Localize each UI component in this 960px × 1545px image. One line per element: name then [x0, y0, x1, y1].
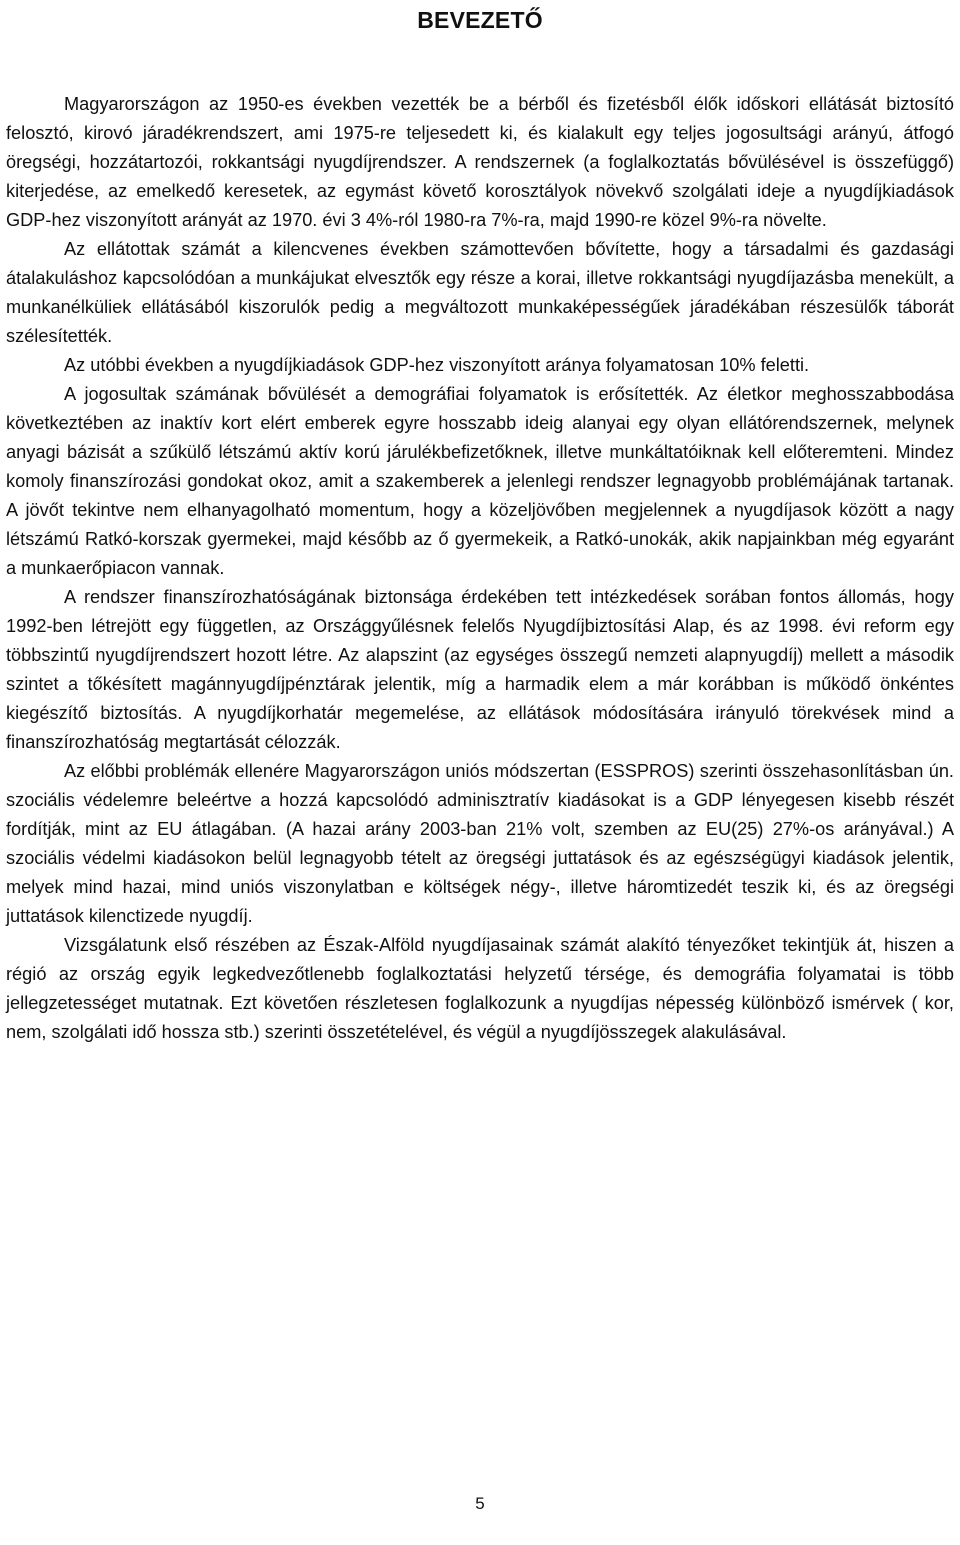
page-title: BEVEZETŐ: [417, 7, 543, 33]
paragraph-1: Magyarországon az 1950-es években vezették be a bérből és fizetésből élők időskori ellátását biztosító felosztó, kirovó járadékrendszert, ami 1975-re teljesedett ki, és kialakult egy teljes jogosultsági arányú, átfogó öregségi, hozzátartozói, rokkantsági nyugdíjrendszer. A rendszernek (a foglalkoztatás bővülésével is összefüggő) kiterjedése, az emelkedő keresetek, az egymást követő korosztályok növekvő szolgálati ideje a nyugdíjkiadások GDP-hez viszonyított arányát az 1970. évi 3 4%-ról 1980-ra 7%-ra, majd 1990-re közel 9%-ra növelte.: [6, 94, 954, 230]
document-page: [6, 0, 954, 1545]
paragraph-5: A rendszer finanszírozhatóságának biztonsága érdekében tett intézkedések sorában fontos állomás, hogy 1992-ben létrejött egy független, az Országgyűlésnek felelős Nyugdíjbiztosítási Alap, és az 1998. évi reform egy többszintű nyugdíjrendszert hozott létre. Az alapszint (az egységes összegű nemzeti alapnyugdíj) mellett a második szintet a tőkésített magánnyugdíjpénztárak jelentik, míg a harmadik elem a már korábban is működő önkéntes kiegészítő biztosítás. A nyugdíjkorhatár megemelése, az ellátások módosítására irányuló törekvések mind a finanszírozhatóság megtartását célozzák.: [6, 587, 954, 752]
paragraph-7: Vizsgálatunk első részében az Észak-Alföld nyugdíjasainak számát alakító tényezőket tekintjük át, hiszen a régió az ország egyik legkedvezőtlenebb foglalkoztatási helyzetű térsége, és demográfia folyamatai is több jellegzetességet mutatnak. Ezt követően részletesen foglalkozunk a nyugdíjas népesség különböző ismérvek ( kor, nem, szolgálati idő hossza stb.) szerinti összetételével, és végül a nyugdíjösszegek alakulásával.: [6, 935, 954, 1042]
paragraph-4: A jogosultak számának bővülését a demográfiai folyamatok is erősítették. Az életkor meghosszabbodása következtében az inaktív kort elért emberek egyre hosszabb ideig alanyai egy olyan ellátórendszernek, melynek anyagi bázisát a szűkülő létszámú aktív korú járulékbefizetőknek, illetve munkáltatóiknak kell előteremteni. Mindez komoly finanszírozási gondokat okoz, amit a szakemberek a jelenlegi rendszer legnagyobb problémájának tartanak. A jövőt tekintve nem elhanyagolható momentum, hogy a közeljövőben megjelennek a nyugdíjasok között a nagy létszámú Ratkó-korszak gyermekei, majd később az ő gyermekeik, a Ratkó-unokák, akik napjainkban még egyaránt a munkaerőpiacon vannak.: [6, 384, 954, 578]
body-text: [6, 90, 954, 1047]
paragraph-3: Az utóbbi években a nyugdíjkiadások GDP-hez viszonyított aránya folyamatosan 10% feletti.: [64, 355, 810, 375]
paragraph-2: Az ellátottak számát a kilencvenes években számottevően bővítette, hogy a társadalmi és gazdasági átalakuláshoz kapcsolódóan a munkájukat elvesztők egy része a korai, illetve rokkantsági nyugdíjazásba menekült, a munkanélküliek ellátásából kiszorulók pedig a megváltozott munkaképességűek járadékában részesülők táborát szélesítették.: [6, 239, 954, 346]
page-number: 5: [475, 1494, 485, 1513]
paragraph-6: Az előbbi problémák ellenére Magyarországon uniós módszertan (ESSPROS) szerinti összehasonlításban ún. szociális védelemre beleértve a hozzá kapcsolódó adminisztratív kiadásokat is a GDP lényegesen kisebb részét fordítják, mint az EU átlagában. (A hazai arány 2003-ban 21% volt, szemben az EU(25) 27%-os arányával.) A szociális védelmi kiadásokon belül legnagyobb tételt az öregségi juttatások és az egészségügyi kiadások jelentik, melyek mind hazai, mind uniós viszonylatban e költségek négy-, illetve háromtizedét teszik ki, és az öregségi juttatások kilenctizede nyugdíj.: [6, 761, 954, 926]
